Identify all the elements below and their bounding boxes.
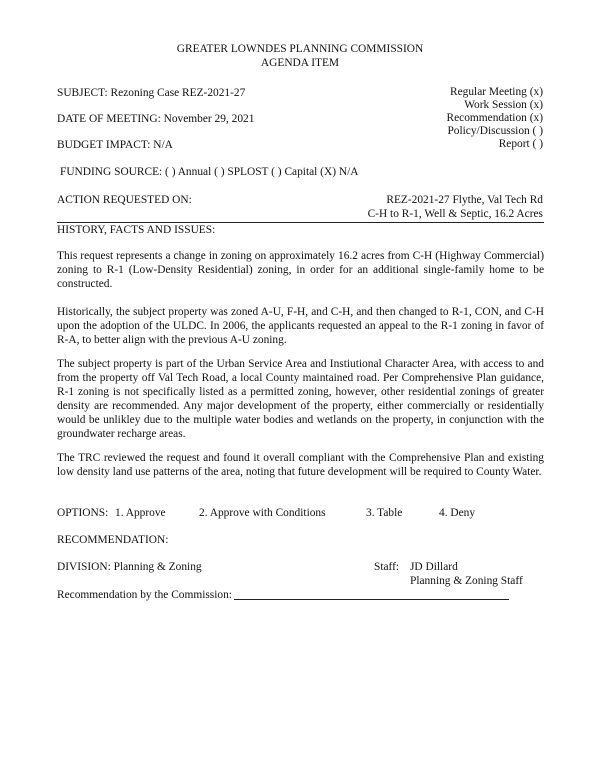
recommendation-label: RECOMMENDATION: [57,534,169,546]
meeting-type-item: Regular Meeting (x) [450,86,543,98]
meeting-type-item: Report ( ) [498,138,543,150]
meeting-type-item: Policy/Discussion ( ) [447,125,543,137]
funding-source: FUNDING SOURCE: ( ) Annual ( ) SPLOST ( ) Capital (X) N/A [60,166,359,178]
action-details: C-H to R-1, Well & Septic, 16.2 Acres [367,208,543,220]
subject-line: SUBJECT: Rezoning Case REZ-2021-27 [57,87,246,99]
staff-name: JD Dillard [410,561,458,573]
meeting-date: DATE OF MEETING: November 29, 2021 [57,113,255,125]
option-item: 2. Approve with Conditions [199,507,326,519]
action-case: REZ-2021-27 Flythe, Val Tech Rd [386,194,543,206]
action-label: ACTION REQUESTED ON: [57,194,192,206]
history-paragraph: This request represents a change in zoning on approximately 16.2 acres from C-H (Highway Commercial) zoning to R-1 (Low-Density Residential) zoning, in order for an additional single-family home to be constructed. [57,250,544,291]
meeting-type-item: Recommendation (x) [446,112,543,124]
budget-impact: BUDGET IMPACT: N/A [57,139,173,151]
history-paragraph: Historically, the subject property was zoned A-U, F-H, and C-H, and then changed to R-1, CON, and C-H upon the adoption of the ULDC. In 2006, the applicants requested an appeal to the R-1 zoning in favor of R-A, to better align with the previous A-U zoning. [57,306,544,347]
org-title: GREATER LOWNDES PLANNING COMMISSION [176,43,424,55]
staff-title: Planning & Zoning Staff [410,575,523,587]
history-paragraph: The TRC reviewed the request and found it overall compliant with the Comprehensive Plan and existing low density land use patterns of the area, noting that future development will be required to County Water. [57,452,544,479]
history-heading: HISTORY, FACTS AND ISSUES: [57,224,216,236]
division-line: DIVISION: Planning & Zoning [57,561,202,573]
meeting-type-item: Work Session (x) [464,99,543,111]
option-item: 1. Approve [115,507,166,519]
history-paragraph: The subject property is part of the Urban Service Area and Instiutional Character Area, with access to and from the property off Val Tech Road, a local County maintained road. Per Comprehensive Plan guidance, R-1 zoning is not specifically listed as a permitted zoning, however, other residential zonings of greater density are recommended. Any major development of the property, either commercially or residentially would be unlikley due to the multiple water bodies and wetlands on the property, in conjunction with the groundwater recharge areas. [57,358,544,441]
options-label: OPTIONS: [57,507,109,519]
option-item: 3. Table [366,507,403,519]
signature-line [234,599,509,600]
commission-recommendation-label: Recommendation by the Commission: [57,589,232,601]
doc-type-title: AGENDA ITEM [260,57,340,69]
staff-label: Staff: [374,561,400,573]
option-item: 4. Deny [439,507,476,519]
